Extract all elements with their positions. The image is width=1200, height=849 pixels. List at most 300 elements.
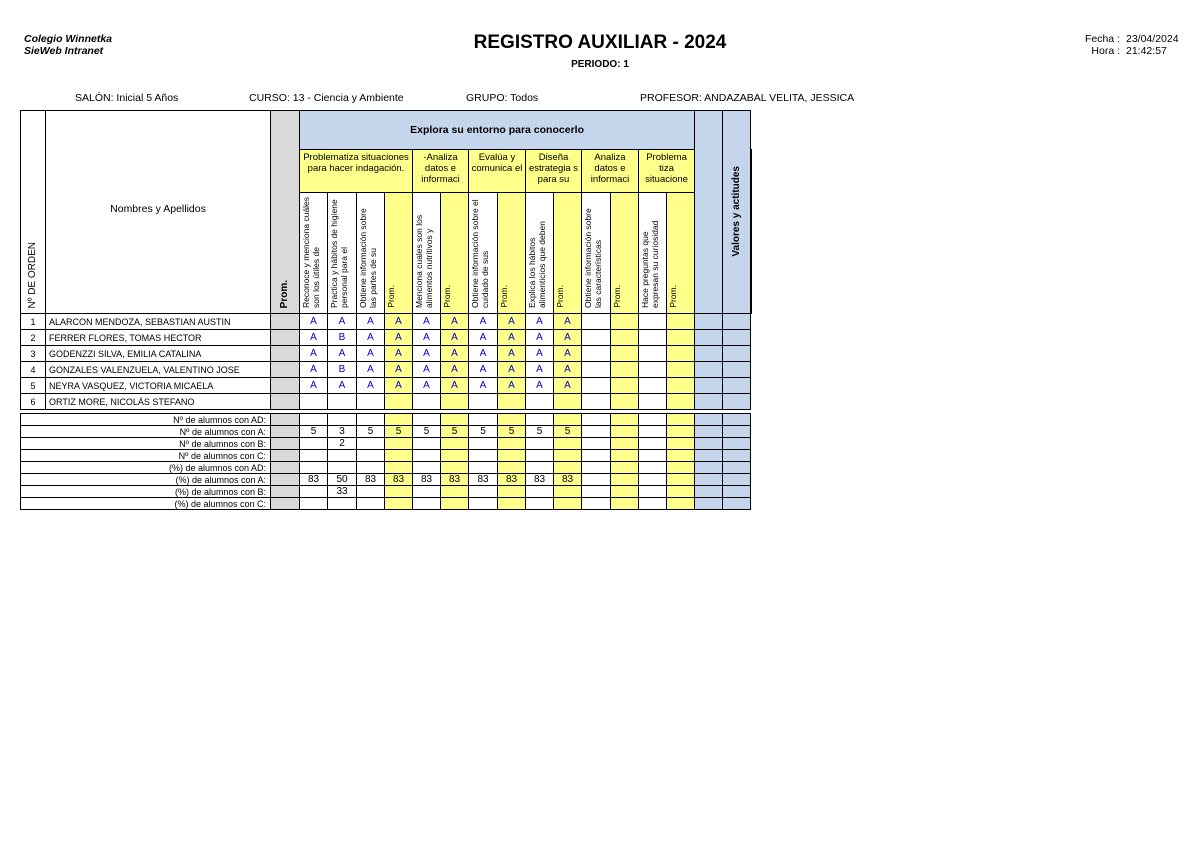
stats-value (413, 414, 441, 426)
grade-cell[interactable] (582, 394, 611, 410)
stats-value (498, 450, 526, 462)
nivel-logro-cell[interactable] (695, 314, 723, 330)
grade-cell[interactable]: A (413, 314, 441, 330)
stats-value: 83 (413, 474, 441, 486)
stats-value (667, 414, 695, 426)
stats-value (554, 414, 582, 426)
prom-indicator-header (385, 193, 413, 314)
stats-value (526, 438, 554, 450)
stats-value (441, 486, 469, 498)
grade-cell[interactable] (582, 362, 611, 378)
stats-value (441, 498, 469, 510)
grade-cell[interactable] (413, 394, 441, 410)
stats-value (300, 450, 328, 462)
stats-value: 83 (441, 474, 469, 486)
valores-cell[interactable] (723, 330, 751, 346)
prom-header: Prom. (279, 279, 290, 308)
prom-indicator-header (441, 193, 469, 314)
grade-cell[interactable] (554, 394, 582, 410)
grade-cell[interactable]: A (357, 362, 385, 378)
page-title: REGISTRO AUXILIAR - 2024 (473, 32, 727, 53)
stats-nivel-logro (695, 486, 723, 498)
nivel-logro-cell[interactable] (695, 362, 723, 378)
student-row (21, 394, 752, 410)
stats-value: 5 (498, 426, 526, 438)
stats-valores (723, 486, 751, 498)
student-name: ORTIZ MORE, NICOLÁS STEFANO (46, 394, 271, 410)
stats-value (639, 450, 667, 462)
stats-value: 5 (385, 426, 413, 438)
stats-value (554, 486, 582, 498)
stats-value (441, 462, 469, 474)
stats-value (667, 486, 695, 498)
stats-row (21, 426, 752, 438)
stats-value (639, 426, 667, 438)
grade-cell[interactable] (667, 362, 695, 378)
stats-value: 5 (357, 426, 385, 438)
prom-indicator-header (554, 193, 582, 314)
student-prom (271, 394, 300, 410)
grade-cell[interactable]: A (469, 346, 498, 362)
stats-valores (723, 462, 751, 474)
stats-value (469, 486, 498, 498)
stats-value (385, 462, 413, 474)
indicador-text: Prom. (555, 285, 565, 308)
grade-cell[interactable] (639, 378, 667, 394)
student-prom (271, 362, 300, 378)
stats-valores (723, 414, 751, 426)
stats-prom (271, 498, 300, 510)
stats-value (357, 462, 385, 474)
indicador-text: Explica los hábitos alimenticios que deben (527, 221, 547, 308)
stats-value (639, 486, 667, 498)
indicador-text: Reconoce y menciona cuáles son los útiles de (301, 196, 321, 308)
grade-cell[interactable] (639, 362, 667, 378)
grade-cell[interactable] (667, 378, 695, 394)
stats-label: Nº de alumnos con B: (21, 438, 271, 450)
grade-cell[interactable] (300, 394, 328, 410)
indicador-text: Obtiene información sobre las partes de su (358, 208, 378, 308)
competencia-header: Problematiza situaciones para hacer indagación. (300, 150, 413, 193)
valores-header: Valores y actitudes (730, 165, 742, 257)
stats-row (21, 498, 752, 510)
valores-cell[interactable] (723, 378, 751, 394)
stats-value (611, 474, 639, 486)
grade-cell[interactable]: A (469, 362, 498, 378)
grade-cell[interactable]: A (357, 314, 385, 330)
grades-table (20, 110, 752, 510)
grade-cell[interactable] (582, 330, 611, 346)
stats-value (413, 438, 441, 450)
orden-header: Nº DE ORDEN (27, 241, 38, 308)
stats-label: Nº de alumnos con C: (21, 450, 271, 462)
stats-prom (271, 438, 300, 450)
grade-cell[interactable]: B (328, 362, 357, 378)
stats-value (554, 438, 582, 450)
indicador-text: Prom. (499, 285, 509, 308)
grade-cell[interactable] (498, 394, 526, 410)
area-spacer (695, 111, 723, 314)
stats-value (300, 498, 328, 510)
grade-cell[interactable]: A (357, 346, 385, 362)
grade-cell[interactable] (611, 346, 639, 362)
stats-nivel-logro (695, 474, 723, 486)
indicador-text: Hace preguntas que expresan su curiosidad (640, 220, 660, 308)
stats-label: (%) de alumnos con B: (21, 486, 271, 498)
grade-cell[interactable]: A (328, 378, 357, 394)
student-prom (271, 314, 300, 330)
stats-value (357, 498, 385, 510)
stats-value (667, 450, 695, 462)
stats-nivel-logro (695, 498, 723, 510)
grade-cell[interactable]: A (498, 330, 526, 346)
orden-number: 1 (21, 314, 46, 330)
grade-cell[interactable]: A (498, 378, 526, 394)
stats-valores (723, 438, 751, 450)
grade-cell[interactable] (441, 394, 469, 410)
orden-number: 6 (21, 394, 46, 410)
nivel-logro-cell[interactable] (695, 394, 723, 410)
stats-value: 83 (526, 474, 554, 486)
stats-value (639, 438, 667, 450)
stats-value (582, 498, 611, 510)
stats-value (554, 450, 582, 462)
stats-value (611, 426, 639, 438)
grade-cell[interactable]: A (498, 362, 526, 378)
indicador-header (526, 193, 554, 314)
grade-cell[interactable]: A (441, 378, 469, 394)
stats-value (526, 486, 554, 498)
stats-valores (723, 498, 751, 510)
grade-cell[interactable]: A (413, 378, 441, 394)
stats-value (582, 486, 611, 498)
grade-cell[interactable] (611, 378, 639, 394)
stats-label: Nº de alumnos con AD: (21, 414, 271, 426)
grade-cell[interactable]: A (300, 330, 328, 346)
grade-cell[interactable]: A (413, 362, 441, 378)
stats-row (21, 450, 752, 462)
grade-cell[interactable]: A (300, 314, 328, 330)
stats-value (667, 474, 695, 486)
stats-value (667, 426, 695, 438)
grade-cell[interactable]: A (469, 378, 498, 394)
stats-value (498, 438, 526, 450)
orden-number: 2 (21, 330, 46, 346)
grade-cell[interactable] (611, 362, 639, 378)
stats-value (526, 414, 554, 426)
grade-cell[interactable] (639, 330, 667, 346)
competencia-header: Diseña estrategia s para su (526, 150, 582, 193)
stats-value (582, 450, 611, 462)
grade-cell[interactable]: A (385, 378, 413, 394)
grade-cell[interactable] (667, 330, 695, 346)
stats-value (554, 498, 582, 510)
grade-cell[interactable]: A (441, 346, 469, 362)
stats-value (385, 414, 413, 426)
student-name: GONZALES VALENZUELA, VALENTINO JOSE (46, 362, 271, 378)
stats-value (385, 438, 413, 450)
hora-label: Hora : (1091, 45, 1120, 57)
indicador-header (469, 193, 498, 314)
stats-label: (%) de alumnos con AD: (21, 462, 271, 474)
student-prom (271, 330, 300, 346)
grade-cell[interactable]: A (300, 346, 328, 362)
stats-value (469, 462, 498, 474)
grade-cell[interactable] (611, 394, 639, 410)
grade-cell[interactable]: A (413, 330, 441, 346)
stats-prom (271, 426, 300, 438)
grade-cell[interactable]: B (328, 330, 357, 346)
grade-cell[interactable]: A (441, 314, 469, 330)
grade-cell[interactable]: A (385, 346, 413, 362)
grupo-label: GRUPO: Todos (466, 92, 539, 104)
stats-nivel-logro (695, 462, 723, 474)
stats-value (357, 438, 385, 450)
stats-value (300, 414, 328, 426)
stats-nivel-logro (695, 414, 723, 426)
stats-value (639, 414, 667, 426)
grade-cell[interactable] (469, 394, 498, 410)
stats-value (413, 450, 441, 462)
grade-cell[interactable] (639, 346, 667, 362)
stats-row (21, 438, 752, 450)
stats-nivel-logro (695, 450, 723, 462)
stats-prom (271, 462, 300, 474)
indicador-text: Obtiene información sobre las características (583, 208, 603, 308)
stats-value (554, 462, 582, 474)
grade-cell[interactable]: A (526, 346, 554, 362)
stats-value (526, 498, 554, 510)
grade-cell[interactable] (667, 314, 695, 330)
prom-indicator-header (611, 193, 639, 314)
stats-value (328, 414, 357, 426)
stats-value: 5 (441, 426, 469, 438)
student-name: FERRER FLORES, TOMAS HECTOR (46, 330, 271, 346)
student-name: ALARCON MENDOZA, SEBASTIAN AUSTIN (46, 314, 271, 330)
stats-value (441, 438, 469, 450)
grade-cell[interactable]: A (328, 314, 357, 330)
stats-value: 50 (328, 474, 357, 486)
grade-cell[interactable] (667, 394, 695, 410)
grade-cell[interactable]: A (554, 330, 582, 346)
stats-value (469, 450, 498, 462)
indicador-text: Prom. (442, 285, 452, 308)
stats-value (413, 462, 441, 474)
stats-valores (723, 474, 751, 486)
indicador-header (582, 193, 611, 314)
stats-prom (271, 486, 300, 498)
valores-cell[interactable] (723, 394, 751, 410)
grade-cell[interactable] (667, 346, 695, 362)
stats-value (328, 462, 357, 474)
stats-value (498, 462, 526, 474)
stats-value (498, 486, 526, 498)
area-header: Explora su entorno para conocerlo (300, 111, 695, 150)
stats-value (611, 486, 639, 498)
student-prom (271, 378, 300, 394)
fecha-value: 23/04/2024 (1126, 33, 1179, 45)
stats-row (21, 486, 752, 498)
grade-cell[interactable]: A (554, 362, 582, 378)
stats-value (582, 426, 611, 438)
grade-cell[interactable] (385, 394, 413, 410)
stats-value (385, 498, 413, 510)
nivel-logro-cell[interactable] (695, 330, 723, 346)
stats-nivel-logro (695, 426, 723, 438)
grade-cell[interactable] (611, 314, 639, 330)
stats-value: 5 (300, 426, 328, 438)
grade-cell[interactable]: A (469, 314, 498, 330)
stats-nivel-logro (695, 438, 723, 450)
stats-row (21, 474, 752, 486)
stats-value (639, 498, 667, 510)
stats-value (498, 498, 526, 510)
grade-cell[interactable]: A (498, 314, 526, 330)
indicador-text: Practica y hábitos de higiene personal para el (329, 199, 349, 308)
nivel-logro-cell[interactable] (695, 378, 723, 394)
prom-header-cell (271, 111, 300, 314)
stats-row (21, 462, 752, 474)
grade-cell[interactable]: A (413, 346, 441, 362)
stats-value (526, 462, 554, 474)
nivel-logro-cell[interactable] (695, 346, 723, 362)
stats-value (300, 462, 328, 474)
stats-value (498, 414, 526, 426)
orden-header-cell (21, 111, 46, 314)
prom-indicator-header (667, 193, 695, 314)
stats-prom (271, 414, 300, 426)
valores-cell[interactable] (723, 314, 751, 330)
grade-cell[interactable]: A (526, 362, 554, 378)
student-name: GODENZZI SILVA, EMILIA CATALINA (46, 346, 271, 362)
stats-value (328, 498, 357, 510)
hora-value: 21:42:57 (1126, 45, 1167, 57)
stats-value (441, 414, 469, 426)
stats-value (469, 438, 498, 450)
grade-cell[interactable]: A (498, 346, 526, 362)
stats-value: 33 (328, 486, 357, 498)
grade-cell[interactable]: A (385, 362, 413, 378)
grade-cell[interactable]: A (385, 330, 413, 346)
stats-value (611, 414, 639, 426)
grade-cell[interactable]: A (441, 362, 469, 378)
grade-cell[interactable]: A (357, 378, 385, 394)
stats-value (300, 486, 328, 498)
stats-value (582, 462, 611, 474)
grade-cell[interactable]: A (328, 346, 357, 362)
grade-cell[interactable] (639, 314, 667, 330)
stats-label: Nº de alumnos con A: (21, 426, 271, 438)
grade-cell[interactable] (611, 330, 639, 346)
competencia-header: Evalúa y comunica el (469, 150, 526, 193)
student-row (21, 346, 752, 362)
indicador-text: Prom. (668, 285, 678, 308)
stats-value: 3 (328, 426, 357, 438)
valores-cell[interactable] (723, 346, 751, 362)
indicador-text: Menciona cuales son los alimentos nutritivos y (414, 214, 434, 308)
grade-cell[interactable]: A (526, 330, 554, 346)
stats-value (300, 438, 328, 450)
grade-cell[interactable] (639, 394, 667, 410)
nivel-logro-header-cell (751, 150, 752, 314)
grade-cell[interactable] (582, 314, 611, 330)
student-row (21, 378, 752, 394)
stats-value (328, 450, 357, 462)
stats-value (357, 486, 385, 498)
grade-cell[interactable]: A (300, 362, 328, 378)
stats-value: 5 (526, 426, 554, 438)
grade-cell[interactable]: A (526, 314, 554, 330)
grade-cell[interactable]: A (554, 378, 582, 394)
curso-label: CURSO: 13 - Ciencia y Ambiente (249, 92, 404, 104)
grade-cell[interactable] (582, 346, 611, 362)
system-name: SieWeb Intranet (24, 45, 104, 57)
grade-cell[interactable] (328, 394, 357, 410)
indicador-text: Obtiene información sobre el cuidado de sus (470, 199, 490, 308)
stats-valores (723, 450, 751, 462)
grade-cell[interactable]: A (357, 330, 385, 346)
stats-value (582, 474, 611, 486)
stats-label: (%) de alumnos con C: (21, 498, 271, 510)
stats-value: 5 (413, 426, 441, 438)
indicador-header (357, 193, 385, 314)
grade-cell[interactable]: A (554, 314, 582, 330)
fecha-label: Fecha : (1084, 33, 1120, 45)
competencia-header: Analiza datos e informaci (582, 150, 639, 193)
stats-value (469, 498, 498, 510)
stats-value (639, 474, 667, 486)
grade-cell[interactable]: A (441, 330, 469, 346)
grade-cell[interactable]: A (526, 378, 554, 394)
stats-value (667, 438, 695, 450)
stats-value (611, 462, 639, 474)
competencia-header: Problema tiza situacione (639, 150, 695, 193)
stats-row (21, 414, 752, 426)
profesor-label: PROFESOR: ANDAZABAL VELITA, JESSICA (640, 92, 855, 104)
grade-cell[interactable]: A (554, 346, 582, 362)
stats-value: 83 (469, 474, 498, 486)
indicador-header (639, 193, 667, 314)
grade-cell[interactable] (582, 378, 611, 394)
stats-value: 83 (357, 474, 385, 486)
grade-cell[interactable]: A (469, 330, 498, 346)
stats-value (611, 438, 639, 450)
stats-value: 83 (498, 474, 526, 486)
grade-cell[interactable] (526, 394, 554, 410)
stats-value (582, 438, 611, 450)
stats-value (667, 462, 695, 474)
stats-value: 5 (554, 426, 582, 438)
grade-cell[interactable]: A (300, 378, 328, 394)
date-time-block (1070, 33, 1181, 57)
stats-value (441, 450, 469, 462)
orden-number: 5 (21, 378, 46, 394)
valores-cell[interactable] (723, 362, 751, 378)
student-row (21, 330, 752, 346)
indicador-header (413, 193, 441, 314)
stats-value (413, 486, 441, 498)
grade-cell[interactable]: A (385, 314, 413, 330)
stats-value: 5 (469, 426, 498, 438)
student-prom (271, 346, 300, 362)
grade-cell[interactable] (357, 394, 385, 410)
stats-label: (%) de alumnos con A: (21, 474, 271, 486)
indicador-header (328, 193, 357, 314)
stats-value: 2 (328, 438, 357, 450)
stats-value (413, 498, 441, 510)
stats-value (357, 414, 385, 426)
indicador-text: Prom. (386, 285, 396, 308)
